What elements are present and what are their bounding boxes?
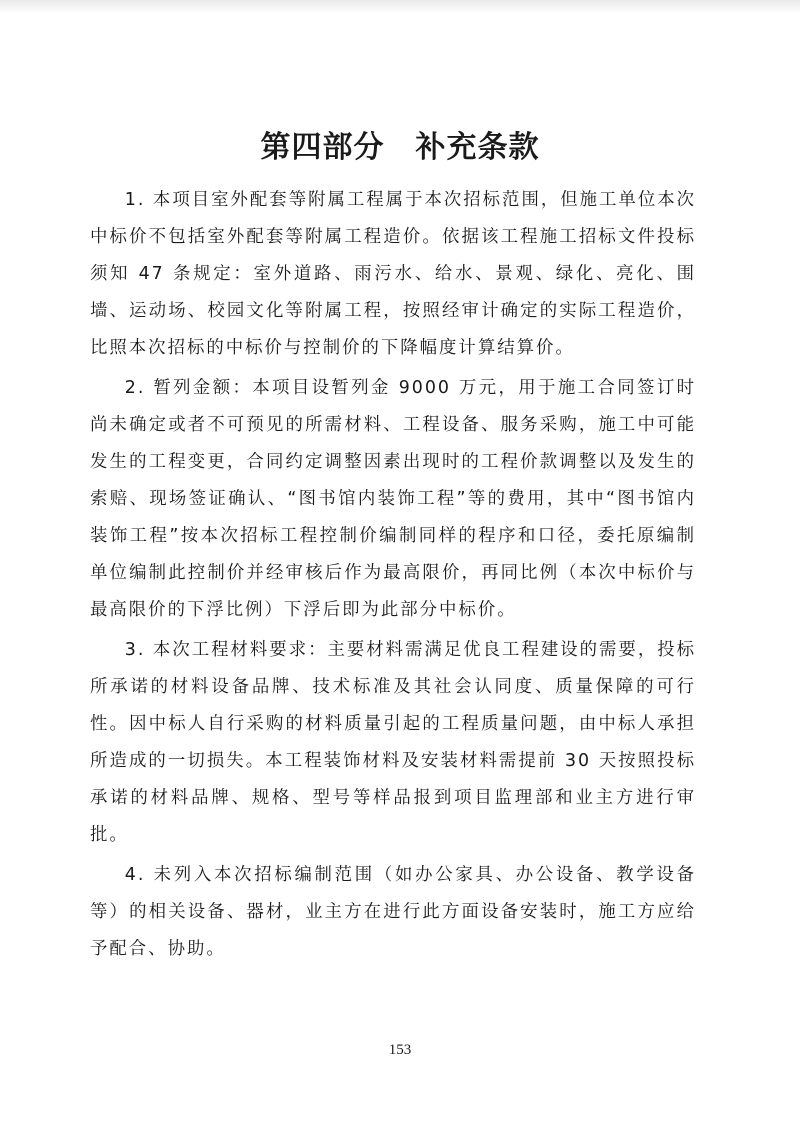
clause-2: 2. 暂列金额：本项目设暂列金 9000 万元，用于施工合同签订时尚未确定或者不可预见的所需材料、工程设备、服务采购，施工中可能发生的工程变更，合同约定调整因素出现时的工程价款调整以及发生的索赔、现场签证确认、“图书馆内装饰工程”等的费用，其中“图书馆内装饰工程”按本次招标工程控制价编制同样的程序和口径，委托原编制单位编制此控制价并经审核后作为最高限价，再同比例（本次中标价与最高限价的下浮比例）下浮后即为此部分中标价。 xyxy=(90,378,696,620)
clause-4: 4. 未列入本次招标编制范围（如办公家具、办公设备、教学设备等）的相关设备、器材，业主方在进行此方面设备安装时，施工方应给予配合、协助。 xyxy=(90,865,696,959)
clause-1: 1. 本项目室外配套等附属工程属于本次招标范围，但施工单位本次中标价不包括室外配套等附属工程造价。依据该工程施工招标文件投标须知 47 条规定：室外道路、雨污水、给水、景观、绿化、亮化、围墙、运动场、校园文化等附属工程，按照经审计确定的实际工程造价，比照本次招标的中标价与控制价的下降幅度计算结算价。 xyxy=(90,190,696,358)
clause-3: 3. 本次工程材料要求：主要材料需满足优良工程建设的需要，投标所承诺的材料设备品牌、技术标准及其社会认同度、质量保障的可行性。因中标人自行采购的材料质量引起的工程质量问题，由中标人承担所造成的一切损失。本工程装饰材料及安装材料需提前 30 天按照投标承诺的材料品牌、规格、型号等样品报到项目监理部和业主方进行审批。 xyxy=(90,640,696,845)
page-number: 153 xyxy=(388,1042,412,1058)
clauses-body xyxy=(90,182,696,971)
section-title: 第四部分 补充条款 xyxy=(260,130,540,165)
